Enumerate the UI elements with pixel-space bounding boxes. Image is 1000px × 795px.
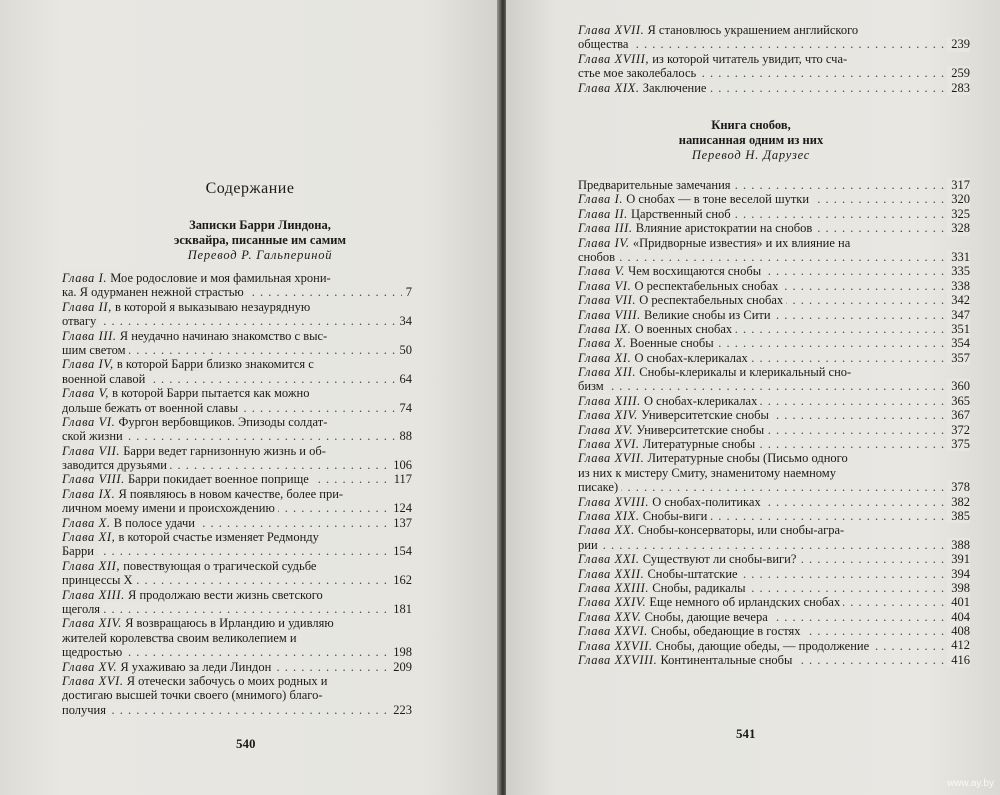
page-number: 401 <box>947 595 970 609</box>
page-number: 328 <box>947 221 970 235</box>
toc-entry <box>578 451 970 494</box>
chapter-label: Глава II. <box>578 206 628 221</box>
chapter-title-text: из которой читатель увидит, что сча- <box>652 51 848 66</box>
toc-entry-line <box>62 688 412 702</box>
chapter-title-text: О снобах — в тоне веселой шутки <box>626 192 810 207</box>
toc-entry-line <box>62 674 412 688</box>
chapter-label: Глава XVII. <box>578 451 645 466</box>
chapter-title-text: бизм <box>578 379 604 394</box>
toc-entry-line <box>62 444 412 458</box>
page-number: 342 <box>947 293 970 307</box>
chapter-label: Глава XV. <box>62 659 118 674</box>
toc-entry <box>578 610 970 624</box>
toc-entry <box>578 221 970 235</box>
chapter-label: Глава XXV. <box>578 609 642 624</box>
chapter-label: Глава I. <box>578 192 624 207</box>
toc-entry <box>62 444 412 473</box>
chapter-label: Глава V. <box>578 264 625 279</box>
toc-entry <box>578 236 970 265</box>
chapter-title-text: О снобах-клерикалах <box>634 350 748 365</box>
page-number: 335 <box>947 264 970 278</box>
chapter-title-text: Барри покидает военное поприще <box>128 472 309 487</box>
chapter-label: Глава IV, <box>62 357 114 372</box>
toc-entry-line <box>578 221 970 235</box>
toc-entry-line <box>62 415 412 429</box>
toc-entry <box>578 624 970 638</box>
toc-entry-line <box>62 588 412 602</box>
toc-entry <box>62 300 412 329</box>
chapter-label: Глава III. <box>62 328 117 343</box>
chapter-title-text: О снобах-политиках <box>652 494 761 509</box>
toc-entry <box>578 279 970 293</box>
toc-entry-line <box>62 329 412 343</box>
chapter-title-text: общества <box>578 37 629 52</box>
page-number: 382 <box>947 495 970 509</box>
page-number: 50 <box>396 343 413 357</box>
page-number: 351 <box>947 322 970 336</box>
toc-entry-line <box>578 37 970 51</box>
chapter-title-text: Университетские снобы <box>641 408 769 423</box>
toc-entry <box>578 408 970 422</box>
toc-entry <box>578 207 970 221</box>
chapter-title-text: Военные снобы <box>629 336 714 351</box>
toc-entry <box>578 595 970 609</box>
page-number: 64 <box>396 372 413 386</box>
toc-entry <box>578 308 970 322</box>
chapter-title-text: Еще немного об ирландских снобах <box>649 595 841 610</box>
toc-entry-line <box>578 423 970 437</box>
toc-entry-line <box>578 322 970 336</box>
page-number: 404 <box>947 610 970 624</box>
toc-entry <box>578 192 970 206</box>
page-number: 375 <box>947 437 970 451</box>
toc-entry <box>62 415 412 444</box>
page-number: 412 <box>947 638 970 652</box>
toc-entry <box>62 271 412 300</box>
toc-entry-line <box>578 581 970 595</box>
toc-entry-line <box>578 279 970 293</box>
page-number: 317 <box>947 178 970 192</box>
page-number: 106 <box>389 458 412 472</box>
chapter-label: Глава VII. <box>62 443 121 458</box>
toc-entry-line <box>62 372 412 386</box>
toc-entry-line <box>62 429 412 443</box>
chapter-title-text: О респектабельных снобах <box>639 293 784 308</box>
toc-entry <box>578 81 970 95</box>
chapter-title-text: Я возвращаюсь в Ирландию и удивляю <box>125 616 334 631</box>
page-number: 347 <box>947 308 970 322</box>
chapter-title-text: «Придворные известия» и их влияние на <box>632 235 851 250</box>
toc-entry-line <box>578 509 970 523</box>
chapter-title-text: в которой я выказываю незаурядную <box>115 299 311 314</box>
toc-entry <box>578 495 970 509</box>
chapter-label: Глава XIV. <box>578 408 638 423</box>
chapter-label: Глава XX. <box>578 523 635 538</box>
page-number: 378 <box>947 480 970 494</box>
chapter-title-text: Барри <box>62 544 94 559</box>
chapter-title-text: Влияние аристократии на снобов <box>635 221 813 236</box>
chapter-label: Глава XI. <box>578 350 632 365</box>
chapter-title-text: В полосе удачи <box>113 515 195 530</box>
toc-entry <box>62 588 412 617</box>
toc-entry <box>62 674 412 717</box>
toc-entry <box>62 357 412 386</box>
page-number-right: 541 <box>736 726 756 741</box>
chapter-label: Глава XVII. <box>578 23 645 37</box>
chapter-title-text: Снобы-консерваторы, или снобы-агра- <box>637 523 845 538</box>
chapter-title-text: щедростью <box>62 645 123 660</box>
toc-entry <box>578 523 970 552</box>
page-number: 391 <box>947 552 970 566</box>
watermark: www.ay.by <box>946 778 994 789</box>
chapter-title-text: Я отечески забочусь о моих родных и <box>126 673 328 688</box>
toc-entry-line <box>578 394 970 408</box>
chapter-label: Глава IX. <box>62 486 116 501</box>
toc-entry-line <box>62 314 412 328</box>
chapter-label: Глава XII. <box>578 365 637 380</box>
toc-entry-line <box>578 308 970 322</box>
toc-entry <box>578 394 970 408</box>
toc-entry-line <box>62 616 412 630</box>
chapter-label: Глава XXII. <box>578 566 645 581</box>
toc-entry-line <box>578 379 970 393</box>
chapter-label: Глава XIII. <box>62 587 125 602</box>
chapter-title-text: Барри ведет гарнизонную жизнь и об- <box>123 443 326 458</box>
toc-entry <box>578 423 970 437</box>
toc-entry <box>578 581 970 595</box>
toc-entry-line <box>578 293 970 307</box>
toc-entry-line <box>62 458 412 472</box>
toc-entry <box>578 653 970 667</box>
toc-entry <box>578 552 970 566</box>
chapter-title-text: военной славой <box>62 371 146 386</box>
page-number: 88 <box>396 429 413 443</box>
toc-entry <box>62 386 412 415</box>
toc-entry <box>62 660 412 674</box>
toc-entry-line <box>578 81 970 95</box>
page-number: 223 <box>389 703 412 717</box>
chapter-label: Глава V, <box>62 386 109 401</box>
chapter-label: Глава VI. <box>578 278 632 293</box>
toc-entry-line <box>62 631 412 645</box>
toc-entry-line <box>62 660 412 674</box>
toc-entry-line <box>62 401 412 415</box>
toc-entry-line <box>578 336 970 350</box>
toc-entry <box>578 264 970 278</box>
page-number: 365 <box>947 394 970 408</box>
page-number: 181 <box>389 602 412 616</box>
page-number: 198 <box>389 645 412 659</box>
chapter-title-text: Континентальные снобы <box>660 652 793 667</box>
barry-lyndon-section-title <box>60 218 460 263</box>
toc-entry-line <box>578 552 970 566</box>
toc-entry-line <box>578 264 970 278</box>
chapter-title-text: щеголя <box>62 601 101 616</box>
toc-entry <box>62 472 412 486</box>
chapter-label: Глава XXIV. <box>578 595 647 610</box>
toc-entry-line <box>578 538 970 552</box>
toc-entry-line <box>62 271 412 285</box>
page-number: 209 <box>389 660 412 674</box>
toc-entry-line <box>578 495 970 509</box>
chapter-title-text: достигаю высшей точки своего (мнимого) благо- <box>62 688 323 703</box>
toc-entry <box>578 509 970 523</box>
chapter-title-text: рии <box>578 537 598 552</box>
right-page <box>506 0 1000 795</box>
chapter-label: Глава XIX. <box>578 508 640 523</box>
page-number: 74 <box>396 401 413 415</box>
chapter-label: Глава XVI. <box>62 673 124 688</box>
toc-entry <box>62 516 412 530</box>
toc-entry-line <box>578 610 970 624</box>
page-number: 357 <box>947 351 970 365</box>
toc-entry <box>578 23 970 52</box>
toc-entry-line <box>62 645 412 659</box>
toc-entry <box>62 487 412 516</box>
toc-entry <box>578 365 970 394</box>
chapter-title-text: отвагу <box>62 314 97 329</box>
toc-entry <box>578 322 970 336</box>
page-number: 354 <box>947 336 970 350</box>
chapter-title-text: Мое родословие и моя фамильная хрони- <box>110 271 331 285</box>
page-number: 162 <box>389 573 412 587</box>
toc-entry <box>578 639 970 653</box>
toc-entry-line <box>62 559 412 573</box>
toc-entry-line <box>578 23 970 37</box>
chapter-title-text: ка. Я одурманен нежной страстью <box>62 285 244 300</box>
toc-entry <box>578 336 970 350</box>
chapter-title-text: ской жизни <box>62 429 123 444</box>
toc-list-right-top <box>578 23 970 95</box>
toc-entry <box>578 293 970 307</box>
toc-entry-line <box>62 516 412 530</box>
chapter-title-text: Снобы, радикалы <box>652 580 746 595</box>
page-number: 388 <box>947 538 970 552</box>
toc-entry-line <box>578 192 970 206</box>
chapter-label: Глава XXVII. <box>578 638 653 653</box>
toc-entry-line <box>578 624 970 638</box>
chapter-title-text: Снобы-штатские <box>647 566 738 581</box>
toc-entry-line <box>578 451 970 465</box>
chapter-title-text: Фургон вербовщиков. Эпизоды солдат- <box>118 414 328 429</box>
toc-entry-line <box>62 472 412 486</box>
snobs-section-title <box>586 118 916 163</box>
toc-entry <box>578 52 970 81</box>
chapter-title-text: жителей королевства своим великолепием и <box>62 630 297 645</box>
toc-entry-line <box>62 386 412 400</box>
toc-entry <box>578 351 970 365</box>
page-number: 360 <box>947 379 970 393</box>
toc-entry-line <box>62 703 412 717</box>
chapter-title-text: в которой Барри близко знакомится с <box>116 357 314 372</box>
page-number: 394 <box>947 567 970 581</box>
page-number: 320 <box>947 192 970 206</box>
section-title-line-1: Книга снобов, <box>711 118 791 132</box>
toc-entry-line <box>578 480 970 494</box>
chapter-title-text: Литературные снобы <box>642 437 756 452</box>
chapter-title-text: Университетские снобы <box>636 422 765 437</box>
chapter-label: Глава X. <box>578 336 627 351</box>
page-number: 398 <box>947 581 970 595</box>
page-number: 338 <box>947 279 970 293</box>
chapter-label: Глава XVIII. <box>578 494 650 509</box>
chapter-title-text: Снобы, дающие обеды, — продолжение <box>655 638 870 653</box>
chapter-label: Глава II, <box>62 299 112 314</box>
chapter-title-text: Я ухаживаю за леди Линдон <box>120 659 272 674</box>
chapter-title-text: Я продолжаю вести жизнь светского <box>128 587 323 602</box>
page-number: 372 <box>947 423 970 437</box>
translator-credit: Перевод Н. Дарузес <box>691 148 811 162</box>
toc-entry-line <box>578 595 970 609</box>
toc-entry <box>62 530 412 559</box>
toc-entry-line <box>62 544 412 558</box>
toc-entry-line <box>578 437 970 451</box>
chapter-title-text: заводится друзьями <box>62 458 167 473</box>
toc-entry-line <box>578 236 970 250</box>
chapter-label: Глава VI. <box>62 414 116 429</box>
toc-entry-line <box>62 343 412 357</box>
page-number: 259 <box>947 66 970 80</box>
toc-entry-line <box>578 66 970 80</box>
chapter-title-text: О военных снобах <box>634 321 733 336</box>
toc-entry-line <box>62 573 412 587</box>
chapter-label: Глава XVIII, <box>578 51 650 66</box>
toc-entry-line <box>578 567 970 581</box>
toc-entry-line <box>62 602 412 616</box>
chapter-label: Глава IX. <box>578 321 632 336</box>
chapter-title-text: дольше бежать от военной славы <box>62 400 239 415</box>
toc-entry <box>62 329 412 358</box>
page-number: 154 <box>389 544 412 558</box>
page-number: 7 <box>402 285 412 299</box>
chapter-title-text: повествующая о трагической судьбе <box>123 558 317 573</box>
section-title-line-2: написанная одним из них <box>678 133 824 147</box>
chapter-title-text: О респектабельных снобах <box>634 278 779 293</box>
chapter-title-text: снобов <box>578 249 615 264</box>
page-number: 124 <box>389 501 412 515</box>
page-number: 416 <box>947 653 970 667</box>
toc-entry-line <box>62 285 412 299</box>
chapter-label: Глава XII, <box>62 558 121 573</box>
toc-entry-line <box>578 365 970 379</box>
toc-entry-line <box>578 52 970 66</box>
toc-entry-line <box>578 466 970 480</box>
chapter-title-text: шим светом <box>62 342 126 357</box>
toc-entry-line <box>62 530 412 544</box>
chapter-title-text: Я появляюсь в новом качестве, более при- <box>118 486 344 501</box>
chapter-title-text: Я становлюсь украшением английского <box>647 23 859 37</box>
contents-heading: Содержание <box>205 180 295 197</box>
page-number: 331 <box>947 250 970 264</box>
chapter-label: Глава XV. <box>578 422 634 437</box>
toc-entry-line <box>578 207 970 221</box>
chapter-title-text: Снобы-клерикалы и клерикальный сно- <box>639 365 852 380</box>
chapter-title-text: Я неудачно начинаю знакомство с выс- <box>119 328 328 343</box>
chapter-title-text: Царственный сноб <box>631 206 731 221</box>
chapter-title-text: Литературные снобы (Письмо одного <box>647 451 848 466</box>
chapter-label: Глава XXVI. <box>578 624 648 639</box>
chapter-label: Глава I. <box>62 271 108 285</box>
page-number: 34 <box>396 314 413 328</box>
page-number: 117 <box>390 472 412 486</box>
chapter-title-text: личном моему имени и происхождению <box>62 501 275 516</box>
toc-entry <box>62 559 412 588</box>
toc-entry <box>578 567 970 581</box>
page-number: 137 <box>389 516 412 530</box>
chapter-title-text: Великие снобы из Сити <box>644 307 771 322</box>
chapter-label: Глава VIII. <box>62 472 125 487</box>
chapter-label: Глава III. <box>578 221 633 236</box>
chapter-label: Глава XXVIII. <box>578 652 658 667</box>
toc-entry-line <box>62 501 412 515</box>
toc-entry-line <box>578 523 970 537</box>
chapter-label: Глава XIV. <box>62 616 122 631</box>
chapter-label: Глава XI, <box>62 530 116 545</box>
chapter-label: Глава VII. <box>578 293 637 308</box>
translator-credit: Перевод Р. Гальпериной <box>187 248 333 262</box>
chapter-label: Глава XVI. <box>578 437 640 452</box>
chapter-title-text: получия <box>62 702 106 717</box>
chapter-label: Глава IV. <box>578 235 630 250</box>
section-title-line-1: Записки Барри Линдона, <box>189 218 331 232</box>
toc-entry-line <box>578 178 970 192</box>
page-number: 239 <box>947 37 970 51</box>
chapter-label: Глава VIII. <box>578 307 641 322</box>
toc-entry <box>62 616 412 659</box>
section-title-line-2: эсквайра, писанные им самим <box>173 233 347 247</box>
chapter-title-text: в которой счастье изменяет Редмонду <box>118 530 319 545</box>
toc-entry-line <box>578 408 970 422</box>
chapter-label: Глава X. <box>62 515 111 530</box>
toc-entry <box>578 437 970 451</box>
chapter-title-text: Предварительные замечания <box>578 178 731 192</box>
chapter-label: Глава XIX. <box>578 80 640 95</box>
chapter-title-text: О снобах-клерикалах <box>644 393 758 408</box>
page-number: 408 <box>947 624 970 638</box>
toc-list-left <box>62 271 412 717</box>
chapter-label: Глава XXIII. <box>578 580 650 595</box>
toc-entry-line <box>62 300 412 314</box>
toc-entry-line <box>578 250 970 264</box>
page-number: 367 <box>947 408 970 422</box>
chapter-title-text: Чем восхищаются снобы <box>628 264 762 279</box>
page-number: 325 <box>947 207 970 221</box>
chapter-title-text: Снобы, дающие вечера <box>644 609 768 624</box>
toc-entry-line <box>578 639 970 653</box>
chapter-title-text: Снобы, обедающие в гостях <box>650 624 801 639</box>
chapter-title-text: Снобы-виги <box>642 508 708 523</box>
chapter-title-text: из них к мистеру Смиту, знаменитому наемному <box>578 465 836 480</box>
chapter-title-text: принцессы X <box>62 573 133 588</box>
toc-entry-line <box>578 351 970 365</box>
chapter-title-text: Существуют ли снобы-виги? <box>642 552 797 567</box>
page-number-left: 540 <box>236 736 256 751</box>
chapter-title-text: Заключение <box>642 80 707 95</box>
toc-entry-line <box>62 487 412 501</box>
chapter-label: Глава XXI. <box>578 552 640 567</box>
page-number: 283 <box>947 81 970 95</box>
toc-entry-line <box>578 653 970 667</box>
page-number: 385 <box>947 509 970 523</box>
toc-entry <box>578 178 970 192</box>
toc-entry-line <box>62 357 412 371</box>
toc-list-right <box>578 178 970 667</box>
chapter-label: Глава XIII. <box>578 393 641 408</box>
chapter-title-text: писаке) <box>578 480 619 495</box>
chapter-title-text: в которой Барри пытается как можно <box>112 386 310 401</box>
chapter-title-text: стье мое заколебалось <box>578 66 697 81</box>
